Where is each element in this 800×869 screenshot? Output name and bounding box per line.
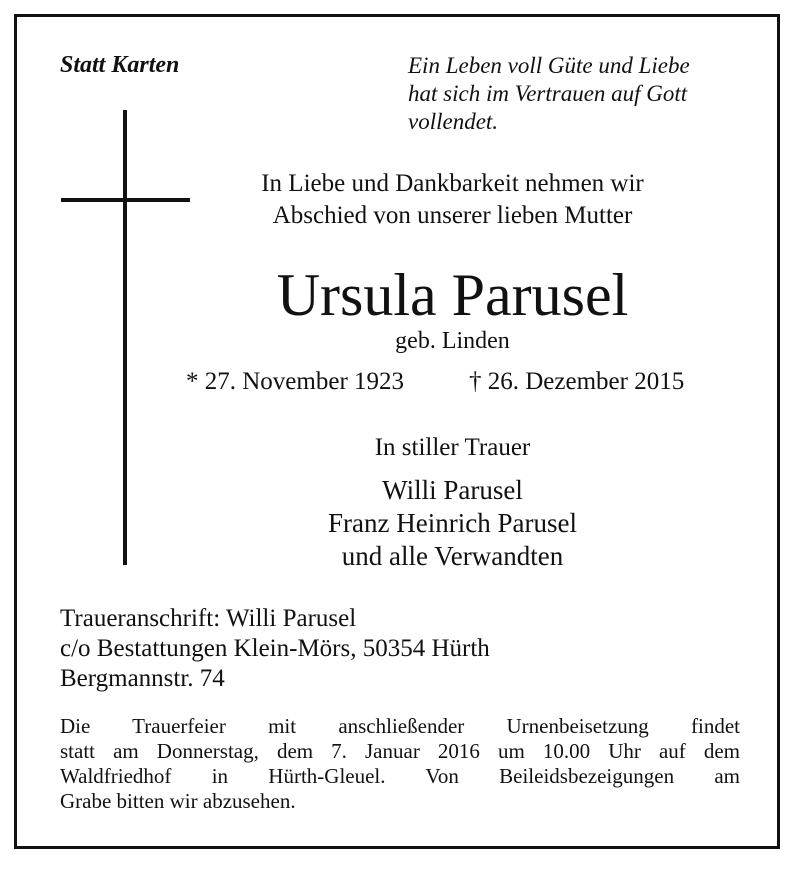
intro-line: Abschied von unserer lieben Mutter xyxy=(272,202,633,229)
statt-karten-label: Statt Karten xyxy=(60,52,180,78)
deceased-name: Ursula Parusel xyxy=(276,262,629,328)
mourner-name: und alle Verwandten xyxy=(341,541,564,571)
intro-text xyxy=(190,168,715,232)
cross-icon-horizontal xyxy=(61,198,190,202)
funeral-notice xyxy=(60,714,740,814)
motto-line: hat sich im Vertrauen auf Gott xyxy=(408,81,688,106)
address-line: c/o Bestattungen Klein-Mörs, 50354 Hürth xyxy=(60,635,490,662)
birth-name: geb. Linden xyxy=(395,328,510,354)
notice-line: statt am Donnerstag, dem 7. Januar 2016 um 10.00 Uhr auf dem xyxy=(60,739,740,763)
mourner-name: Willi Parusel xyxy=(382,475,523,505)
notice-line: Grabe bitten wir abzusehen. xyxy=(60,789,296,813)
motto-line: Ein Leben voll Güte und Liebe xyxy=(408,53,690,78)
motto-line: vollendet. xyxy=(408,109,499,134)
notice-line: Die Trauerfeier mit anschließender Urnenbeisetzung findet xyxy=(60,714,740,738)
intro-line: In Liebe und Dankbarkeit nehmen wir xyxy=(261,170,644,197)
cross-icon-vertical xyxy=(123,110,127,565)
address-line: Traueranschrift: Willi Parusel xyxy=(60,605,357,632)
birth-date: * 27. November 1923 xyxy=(186,368,405,395)
motto-verse xyxy=(408,52,768,136)
mourners-list xyxy=(190,474,715,573)
mourner-name: Franz Heinrich Parusel xyxy=(328,508,577,538)
death-date: † 26. Dezember 2015 xyxy=(469,368,685,395)
notice-line: Waldfriedhof in Hürth-Gleuel. Von Beileidsbezeigungen am xyxy=(60,764,740,788)
address-line: Bergmannstr. 74 xyxy=(60,665,225,692)
mourning-address xyxy=(60,604,490,694)
mourning-heading: In stiller Trauer xyxy=(374,434,531,461)
